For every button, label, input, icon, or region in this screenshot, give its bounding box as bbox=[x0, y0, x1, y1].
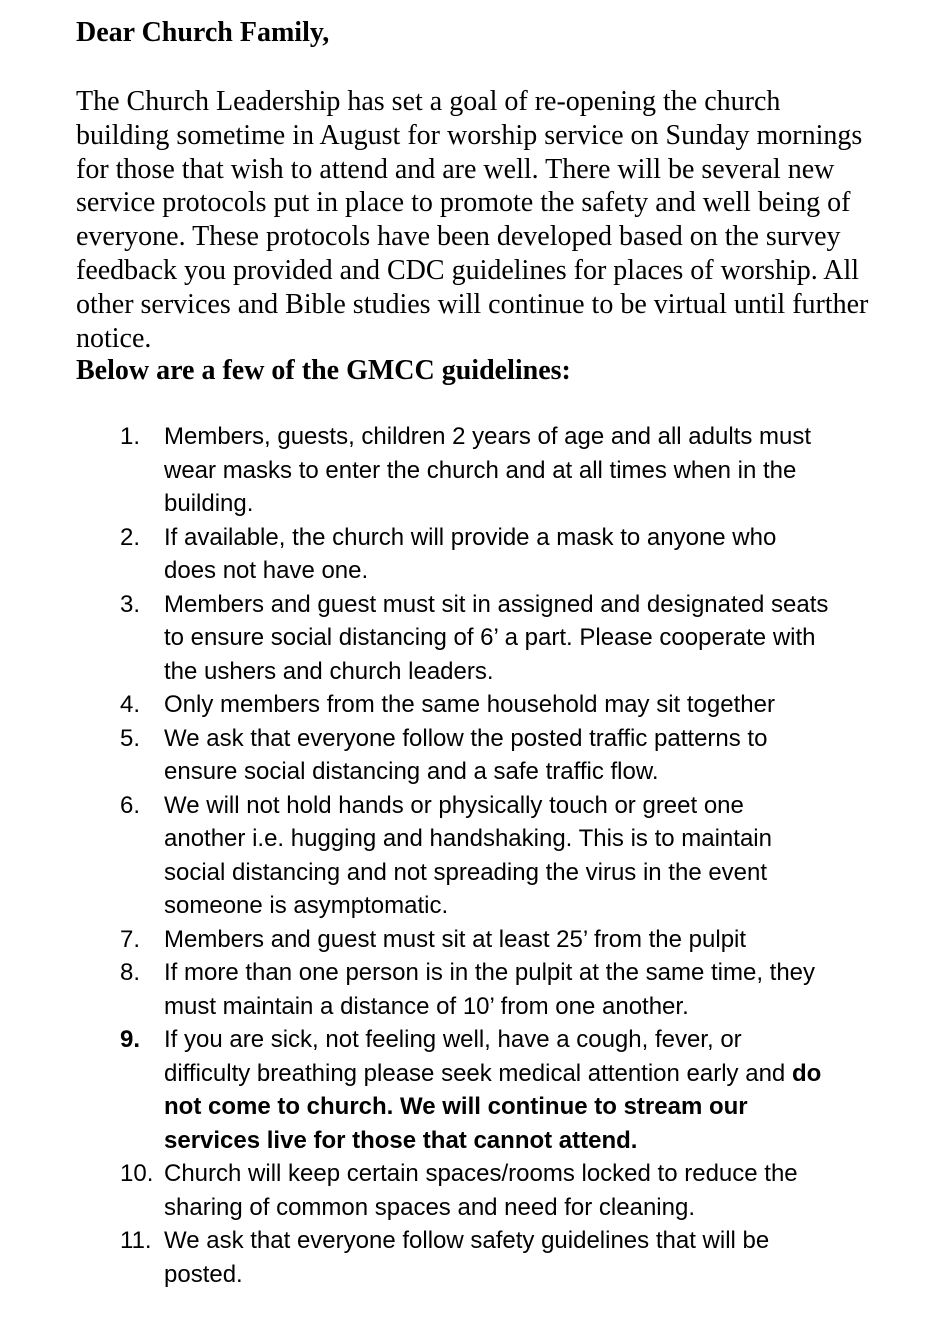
guideline-line: must maintain a distance of 10’ from one another. bbox=[164, 992, 689, 1020]
letter-greeting: Dear Church Family, bbox=[76, 17, 330, 48]
guideline-line: Members and guest must sit in assigned and designated seats bbox=[164, 590, 829, 618]
guideline-item bbox=[0, 923, 940, 957]
guideline-line: another i.e. hugging and handshaking. This is to maintain bbox=[164, 825, 772, 852]
guideline-text bbox=[164, 588, 940, 689]
guideline-line: building. bbox=[164, 490, 254, 517]
intro-line: service protocols put in place to promote the safety and well being of bbox=[76, 187, 851, 219]
guideline-line: sharing of common spaces and need for cleaning. bbox=[164, 1193, 695, 1221]
guideline-line: We ask that everyone follow the posted traffic patterns to bbox=[164, 724, 768, 752]
guideline-line: Church will keep certain spaces/rooms locked to reduce the bbox=[164, 1160, 798, 1187]
guideline-text bbox=[164, 1023, 940, 1157]
guideline-line: Only members from the same household may sit together bbox=[164, 691, 775, 718]
guideline-number: 9. bbox=[120, 1026, 141, 1053]
guideline-number: 4. bbox=[120, 691, 141, 718]
guideline-number: 10. bbox=[120, 1160, 154, 1187]
intro-line: everyone. These protocols have been developed based on the survey bbox=[76, 221, 841, 253]
guideline-item bbox=[0, 789, 940, 923]
guideline-item bbox=[0, 956, 940, 1023]
guideline-line: the ushers and church leaders. bbox=[164, 657, 494, 685]
guideline-text bbox=[164, 420, 940, 521]
guideline-line bbox=[164, 1057, 940, 1091]
guideline-line: posted. bbox=[164, 1260, 243, 1288]
guideline-number: 8. bbox=[120, 959, 141, 986]
guideline-line: If available, the church will provide a mask to anyone who bbox=[164, 523, 777, 551]
guideline-line-bold: services live for those that cannot attend. bbox=[164, 1126, 638, 1154]
guideline-number: 3. bbox=[120, 590, 141, 618]
guideline-item bbox=[0, 521, 940, 588]
guideline-line: Members and guest must sit at least 25’ from the pulpit bbox=[164, 925, 747, 953]
guideline-line-bold: not come to church. We will continue to stream our bbox=[164, 1093, 748, 1120]
guideline-line: If you are sick, not feeling well, have a cough, fever, or bbox=[164, 1026, 742, 1053]
guideline-item bbox=[0, 688, 940, 722]
guideline-line: We ask that everyone follow safety guidelines that will be bbox=[164, 1227, 770, 1254]
guideline-text bbox=[164, 521, 940, 588]
guideline-text bbox=[164, 722, 940, 789]
guideline-text bbox=[164, 1224, 940, 1291]
guideline-number: 6. bbox=[120, 791, 141, 819]
guideline-text bbox=[164, 789, 940, 923]
guideline-item bbox=[0, 1023, 940, 1157]
intro-line: building sometime in August for worship service on Sunday mornings bbox=[76, 119, 863, 151]
guideline-line: ensure social distancing and a safe traffic flow. bbox=[164, 758, 659, 785]
guideline-text bbox=[164, 688, 940, 722]
guideline-text bbox=[164, 923, 940, 957]
guideline-text bbox=[164, 1157, 940, 1224]
guideline-item bbox=[0, 1224, 940, 1291]
guideline-number: 2. bbox=[120, 523, 141, 551]
guideline-number: 1. bbox=[120, 423, 141, 450]
guideline-line: If more than one person is in the pulpit at the same time, they bbox=[164, 959, 816, 986]
intro-line: for those that wish to attend and are well. There will be several new bbox=[76, 153, 835, 185]
guideline-number: 11. bbox=[120, 1227, 152, 1254]
guideline-line: Members, guests, children 2 years of age and all adults must bbox=[164, 423, 811, 450]
intro-line: feedback you provided and CDC guidelines for places of worship. All bbox=[76, 254, 860, 286]
guideline-line: wear masks to enter the church and at all times when in the bbox=[164, 456, 797, 484]
guideline-line-bold-part: do bbox=[791, 1059, 822, 1087]
guideline-text bbox=[164, 956, 940, 1023]
intro-line: other services and Bible studies will continue to be virtual until further bbox=[76, 288, 869, 320]
guideline-item bbox=[0, 1157, 940, 1224]
guidelines-list bbox=[0, 420, 940, 1291]
guideline-line: to ensure social distancing of 6’ a part. Please cooperate with bbox=[164, 624, 816, 651]
guideline-item bbox=[0, 588, 940, 689]
guideline-line: does not have one. bbox=[164, 557, 369, 584]
guideline-line: someone is asymptomatic. bbox=[164, 892, 449, 919]
guideline-number: 7. bbox=[120, 925, 141, 953]
intro-line: The Church Leadership has set a goal of re-opening the church bbox=[76, 86, 781, 117]
intro-line: notice. bbox=[76, 322, 152, 354]
intro-paragraph bbox=[76, 85, 916, 355]
guideline-line-regular-part: difficulty breathing please seek medical attention early and bbox=[164, 1059, 792, 1087]
guideline-item bbox=[0, 722, 940, 789]
guideline-line: We will not hold hands or physically touch or greet one bbox=[164, 791, 744, 819]
guidelines-heading: Below are a few of the GMCC guidelines: bbox=[76, 355, 571, 386]
guideline-item bbox=[0, 420, 940, 521]
guideline-line: social distancing and not spreading the virus in the event bbox=[164, 858, 768, 886]
guideline-number: 5. bbox=[120, 724, 141, 752]
